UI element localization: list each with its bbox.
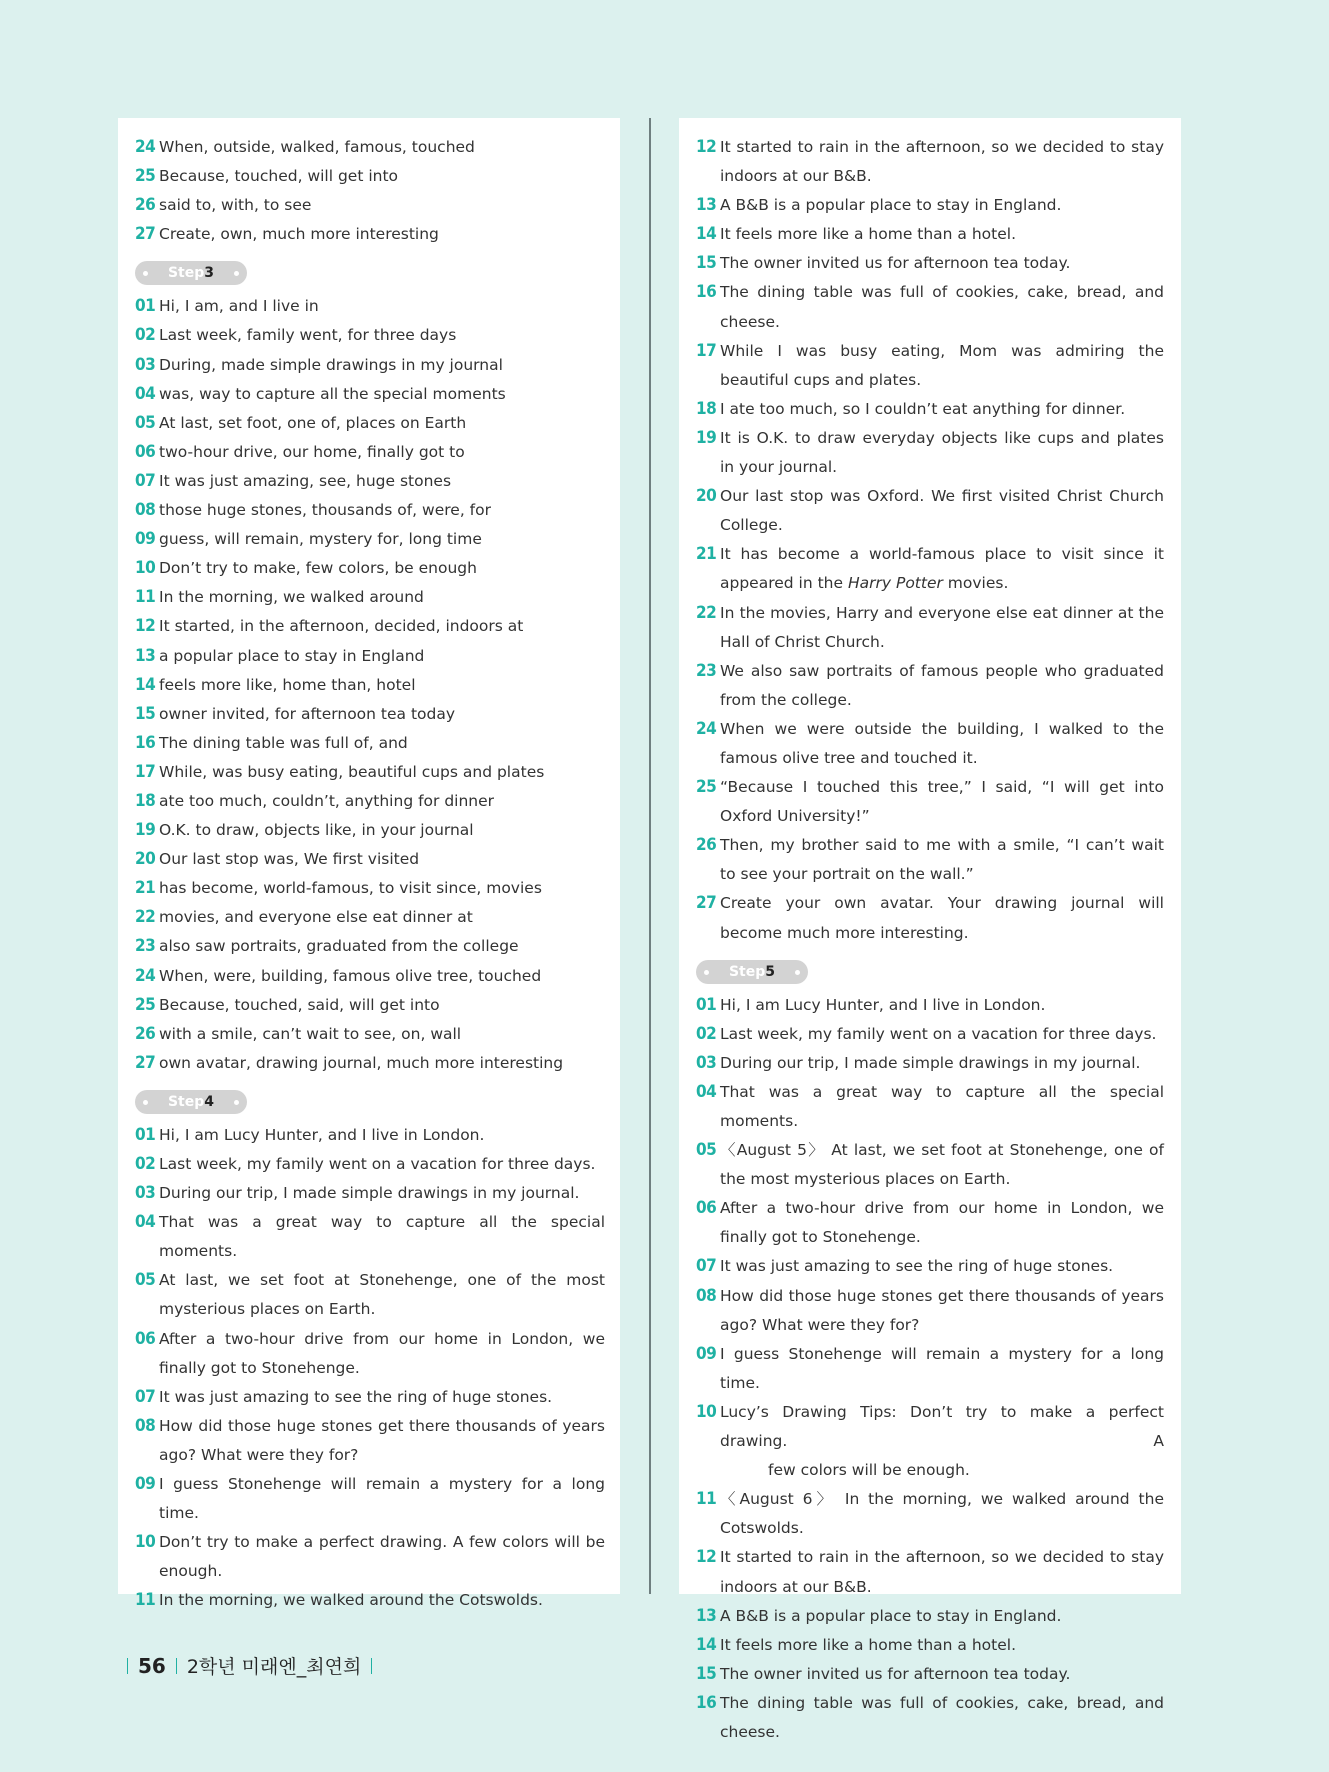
step4-list xyxy=(135,1121,605,1616)
sentence-number: 24 xyxy=(135,965,156,986)
sentence-line xyxy=(135,351,605,380)
sentence-line xyxy=(696,249,1164,278)
sentence-number: 04 xyxy=(135,383,156,404)
sentence-number: 15 xyxy=(696,253,717,274)
sentence-text: Last week, family went, for three days xyxy=(159,326,457,345)
sentence-line xyxy=(696,278,1164,336)
sentence-number: 07 xyxy=(135,470,156,491)
footer-divider xyxy=(371,1658,372,1674)
sentence-text: At last, we set foot at Stonehenge, one of the most mysterious places on Earth. xyxy=(159,1271,605,1319)
sentence-text: It started to rain in the afternoon, so we decided to stay indoors at our B&B. xyxy=(720,1548,1164,1596)
sentence-text: Don’t try to make a perfect drawing. A few colors will be enough. xyxy=(159,1533,605,1581)
sentence-number: 13 xyxy=(135,645,156,666)
sentence-number: 09 xyxy=(135,529,156,550)
step5-list xyxy=(696,991,1164,1747)
sentence-text: Create your own avatar. Your drawing journal will become much more interesting. xyxy=(720,894,1164,942)
sentence-number: 06 xyxy=(135,441,156,462)
sentence-text: When, outside, walked, famous, touched xyxy=(159,138,475,156)
sentence-text: movies, and everyone else eat dinner at xyxy=(159,908,473,927)
left-top-list xyxy=(135,133,605,249)
sentence-line xyxy=(135,612,605,641)
sentence-text: I ate too much, so I couldn’t eat anything for dinner. xyxy=(720,399,1126,418)
sentence-line xyxy=(135,409,605,438)
sentence-text: How did those huge stones get there thousands of years ago? What were they for? xyxy=(159,1416,605,1464)
sentence-text: The dining table was full of cookies, cake, bread, and cheese. xyxy=(720,283,1164,331)
sentence-text: The dining table was full of, and xyxy=(159,733,408,752)
sentence-number: 05 xyxy=(135,412,156,433)
sentence-number: 27 xyxy=(696,893,717,914)
badge-dot-icon xyxy=(143,1100,148,1105)
sentence-line xyxy=(696,1078,1164,1136)
sentence-line xyxy=(696,1282,1164,1340)
sentence-text: 〈August 6〉 In the morning, we walked around the Cotswolds. xyxy=(720,1490,1164,1538)
sentence-text: few colors will be enough. xyxy=(768,1461,970,1480)
step4-label: Step xyxy=(167,1093,205,1110)
footer-divider xyxy=(127,1658,128,1674)
step5-number: 5 xyxy=(765,963,776,980)
sentence-text: The owner invited us for afternoon tea today. xyxy=(720,1664,1071,1683)
sentence-number: 06 xyxy=(696,1198,717,1219)
column-divider xyxy=(649,118,651,1594)
sentence-text: It was just amazing to see the ring of huge stones. xyxy=(720,1257,1114,1276)
right-top-list xyxy=(696,133,1164,948)
sentence-line xyxy=(696,1252,1164,1281)
sentence-text: A B&B is a popular place to stay in England. xyxy=(720,1606,1062,1625)
sentence-number: 25 xyxy=(696,777,717,798)
sentence-line xyxy=(135,729,605,758)
sentence-number: 15 xyxy=(696,1663,717,1684)
sentence-text: with a smile, can’t wait to see, on, wall xyxy=(159,1024,462,1043)
sentence-number: 14 xyxy=(135,674,156,695)
sentence-line xyxy=(135,1470,605,1528)
sentence-number: 20 xyxy=(135,849,156,870)
sentence-number: 08 xyxy=(696,1285,717,1306)
sentence-text: A B&B is a popular place to stay in England. xyxy=(720,196,1062,215)
sentence-number: 21 xyxy=(696,544,717,565)
sentence-number: 12 xyxy=(696,1547,717,1568)
sentence-text: In the movies, Harry and everyone else eat dinner at the Hall of Christ Church. xyxy=(720,603,1164,651)
sentence-text: 〈August 5〉 At last, we set foot at Stonehenge, one of the most mysterious places on Earth. xyxy=(720,1141,1164,1189)
sentence-number: 09 xyxy=(135,1474,156,1495)
step3-list xyxy=(135,292,605,1078)
sentence-line xyxy=(135,1020,605,1049)
sentence-text: I guess Stonehenge will remain a mystery for a long time. xyxy=(720,1344,1164,1392)
sentence-line xyxy=(696,191,1164,220)
sentence-line xyxy=(135,162,605,191)
sentence-number: 22 xyxy=(696,602,717,623)
sentence-number: 02 xyxy=(135,325,156,346)
left-column xyxy=(118,118,620,1611)
sentence-text: a popular place to stay in England xyxy=(159,646,425,665)
sentence-text: own avatar, drawing journal, much more interesting xyxy=(159,1053,564,1072)
sentence-text: How did those huge stones get there thousands of years ago? What were they for? xyxy=(720,1286,1164,1334)
sentence-line xyxy=(135,1412,605,1470)
sentence-line xyxy=(135,1208,605,1266)
sentence-line xyxy=(135,467,605,496)
sentence-number: 02 xyxy=(696,1023,717,1044)
page-footer xyxy=(117,1652,382,1679)
sentence-number: 11 xyxy=(135,587,156,608)
sentence-text: It started, in the afternoon, decided, indoors at xyxy=(159,617,524,636)
sentence-line xyxy=(135,991,605,1020)
sentence-number: 13 xyxy=(696,1605,717,1626)
sentence-number: 16 xyxy=(696,1692,717,1713)
sentence-text: When, were, building, famous olive tree, touched xyxy=(159,966,542,985)
sentence-text: It feels more like a home than a hotel. xyxy=(720,1635,1017,1654)
sentence-line xyxy=(135,380,605,409)
sentence-number: 10 xyxy=(135,558,156,579)
sentence-text: It is O.K. to draw everyday objects like cups and plates in your journal. xyxy=(720,428,1164,477)
sentence-text: said to, with, to see xyxy=(159,196,312,215)
sentence-number: 14 xyxy=(696,224,717,245)
sentence-line xyxy=(696,133,1164,191)
sentence-line xyxy=(696,1194,1164,1252)
sentence-line xyxy=(135,583,605,612)
sentence-text: After a two-hour drive from our home in London, we finally got to Stonehenge. xyxy=(720,1199,1164,1247)
sentence-text: Our last stop was Oxford. We first visited Christ Church College. xyxy=(720,487,1164,535)
sentence-number: 04 xyxy=(135,1212,156,1233)
sentence-text: At last, set foot, one of, places on Earth xyxy=(159,413,467,432)
sentence-number: 18 xyxy=(696,398,717,419)
sentence-line xyxy=(696,831,1164,889)
sentence-text: was, way to capture all the special moments xyxy=(159,384,506,403)
sentence-line xyxy=(135,1266,605,1324)
right-column xyxy=(679,118,1181,1741)
sentence-number: 01 xyxy=(135,296,156,317)
sentence-line xyxy=(696,773,1164,831)
sentence-line xyxy=(696,482,1164,540)
sentence-number: 24 xyxy=(135,137,156,157)
sentence-line xyxy=(696,715,1164,773)
sentence-line xyxy=(135,220,605,249)
page-number: 56 xyxy=(138,1653,166,1678)
sentence-text: owner invited, for afternoon tea today xyxy=(159,704,456,723)
sentence-line xyxy=(135,525,605,554)
sentence-line xyxy=(135,758,605,787)
sentence-number: 12 xyxy=(696,137,717,157)
sentence-number: 08 xyxy=(135,500,156,521)
sentence-line xyxy=(696,220,1164,249)
sentence-line xyxy=(135,554,605,583)
sentence-line xyxy=(696,1485,1164,1543)
sentence-line xyxy=(135,133,605,162)
sentence-line xyxy=(696,889,1164,947)
sentence-text: When we were outside the building, I walked to the famous olive tree and touched it. xyxy=(720,719,1164,767)
sentence-line xyxy=(696,1660,1164,1689)
badge-dot-icon xyxy=(143,271,148,276)
sentence-text: During our trip, I made simple drawings in my journal. xyxy=(720,1053,1141,1072)
sentence-line xyxy=(696,540,1164,598)
sentence-text: movies. xyxy=(942,574,1009,593)
sentence-text: “Because I touched this tree,” I said, “I will get into Oxford University!” xyxy=(720,778,1164,826)
sentence-line xyxy=(135,787,605,816)
sentence-number: 21 xyxy=(135,878,156,899)
badge-dot-icon xyxy=(704,970,709,975)
sentence-line xyxy=(696,424,1164,482)
sentence-number: 10 xyxy=(696,1401,717,1422)
footer-divider xyxy=(176,1658,177,1674)
sentence-number: 05 xyxy=(696,1140,717,1161)
sentence-text: Because, touched, said, will get into xyxy=(159,995,440,1014)
sentence-number: 23 xyxy=(696,660,717,681)
sentence-line xyxy=(135,1179,605,1208)
book-title: 2학년 미래엔_최연희 xyxy=(186,1656,362,1678)
sentence-line xyxy=(696,1049,1164,1078)
sentence-text: During, made simple drawings in my journal xyxy=(159,355,503,374)
sentence-text: Don’t try to make, few colors, be enough xyxy=(159,559,477,578)
sentence-line xyxy=(696,1020,1164,1049)
sentence-text: While, was busy eating, beautiful cups and plates xyxy=(159,762,545,781)
sentence-line xyxy=(696,1602,1164,1631)
sentence-number: 26 xyxy=(696,835,717,856)
sentence-number: 25 xyxy=(135,166,156,187)
sentence-text: The dining table was full of cookies, cake, bread, and cheese. xyxy=(720,1693,1164,1741)
sentence-text: has become, world-famous, to visit since, movies xyxy=(159,879,542,898)
sentence-line xyxy=(696,1631,1164,1660)
sentence-number: 23 xyxy=(135,936,156,957)
sentence-text: Lucy’s Drawing Tips: Don’t try to make a perfect drawing. A xyxy=(720,1402,1164,1451)
sentence-text: Create, own, much more interesting xyxy=(159,225,439,244)
sentence-number: 19 xyxy=(135,820,156,841)
badge-dot-icon xyxy=(234,1100,239,1105)
sentence-text: Then, my brother said to me with a smile, “I can’t wait to see your portrait on the wall.” xyxy=(720,836,1164,884)
sentence-text: It started to rain in the afternoon, so we decided to stay indoors at our B&B. xyxy=(720,138,1164,186)
sentence-number: 26 xyxy=(135,1023,156,1044)
sentence-number: 07 xyxy=(135,1386,156,1407)
sentence-text: During our trip, I made simple drawings in my journal. xyxy=(159,1184,580,1203)
sentence-line xyxy=(135,874,605,903)
sentence-text: Because, touched, will get into xyxy=(159,167,399,186)
sentence-text: Our last stop was, We first visited xyxy=(159,850,420,869)
sentence-line xyxy=(135,903,605,932)
sentence-text: Hi, I am Lucy Hunter, and I live in London. xyxy=(159,1125,485,1144)
sentence-number: 09 xyxy=(696,1343,717,1364)
sentence-text: Hi, I am, and I live in xyxy=(159,297,319,316)
sentence-text: two-hour drive, our home, finally got to xyxy=(159,442,465,461)
sentence-line xyxy=(135,816,605,845)
sentence-text: Last week, my family went on a vacation for three days. xyxy=(159,1155,596,1173)
sentence-line xyxy=(696,1543,1164,1601)
badge-dot-icon xyxy=(234,271,239,276)
sentence-number: 10 xyxy=(135,1532,156,1553)
sentence-line xyxy=(135,1383,605,1412)
step5-badge xyxy=(696,960,808,984)
sentence-line xyxy=(135,321,605,350)
sentence-text: guess, will remain, mystery for, long time xyxy=(159,530,482,549)
sentence-number: 25 xyxy=(135,994,156,1015)
step3-label: Step xyxy=(167,265,205,282)
sentence-number: 03 xyxy=(135,354,156,375)
sentence-line xyxy=(696,991,1164,1020)
sentence-line xyxy=(135,1586,605,1615)
sentence-number: 13 xyxy=(696,195,717,216)
sentence-number: 02 xyxy=(135,1154,156,1174)
sentence-number: 03 xyxy=(135,1183,156,1204)
sentence-number: 14 xyxy=(696,1634,717,1655)
sentence-text: O.K. to draw, objects like, in your journal xyxy=(159,821,474,840)
sentence-text: It was just amazing to see the ring of huge stones. xyxy=(159,1387,553,1406)
sentence-text: In the morning, we walked around xyxy=(159,588,424,607)
sentence-number: 27 xyxy=(135,224,156,245)
sentence-text: It feels more like a home than a hotel. xyxy=(720,225,1017,244)
sentence-line xyxy=(135,845,605,874)
sentence-line xyxy=(696,1689,1164,1747)
sentence-line xyxy=(135,1049,605,1078)
sentence-number: 17 xyxy=(696,340,717,361)
sentence-text: Last week, my family went on a vacation for three days. xyxy=(720,1024,1157,1043)
step5-label: Step xyxy=(728,963,766,980)
sentence-line xyxy=(135,962,605,991)
sentence-number: 18 xyxy=(135,790,156,811)
sentence-line xyxy=(135,671,605,700)
sentence-line xyxy=(135,496,605,525)
sentence-number: 15 xyxy=(135,703,156,724)
sentence-text: also saw portraits, graduated from the college xyxy=(159,937,519,956)
sentence-number: 04 xyxy=(696,1081,717,1102)
sentence-text: In the morning, we walked around the Cotswolds. xyxy=(159,1591,543,1610)
sentence-line xyxy=(135,700,605,729)
sentence-text: After a two-hour drive from our home in London, we finally got to Stonehenge. xyxy=(159,1329,605,1377)
sentence-number: 16 xyxy=(135,732,156,753)
sentence-text: those huge stones, thousands of, were, for xyxy=(159,501,491,520)
sentence-text: That was a great way to capture all the special moments. xyxy=(159,1213,605,1261)
sentence-line xyxy=(135,438,605,467)
step3-number: 3 xyxy=(204,265,215,282)
sentence-text: While I was busy eating, Mom was admiring the beautiful cups and plates. xyxy=(720,341,1164,389)
sentence-line xyxy=(135,1528,605,1586)
sentence-number: 17 xyxy=(135,761,156,782)
sentence-number: 05 xyxy=(135,1270,156,1291)
sentence-line xyxy=(135,1121,605,1150)
sentence-number: 01 xyxy=(696,994,717,1015)
sentence-line xyxy=(696,395,1164,424)
sentence-text: We also saw portraits of famous people who graduated from the college. xyxy=(720,661,1164,709)
sentence-line xyxy=(696,1136,1164,1194)
sentence-number: 12 xyxy=(135,616,156,637)
sentence-line xyxy=(696,1340,1164,1398)
sentence-line xyxy=(135,191,605,220)
sentence-line xyxy=(696,1398,1164,1485)
sentence-line xyxy=(696,337,1164,395)
sentence-text: feels more like, home than, hotel xyxy=(159,675,416,694)
sentence-number: 24 xyxy=(696,718,717,739)
sentence-number: 03 xyxy=(696,1052,717,1073)
sentence-number: 27 xyxy=(135,1052,156,1073)
sentence-number: 16 xyxy=(696,282,717,303)
sentence-line xyxy=(696,599,1164,657)
sentence-text: Hi, I am Lucy Hunter, and I live in London. xyxy=(720,995,1046,1014)
step4-number: 4 xyxy=(204,1093,215,1110)
sentence-text: That was a great way to capture all the special moments. xyxy=(720,1082,1164,1130)
sentence-number: 07 xyxy=(696,1256,717,1277)
sentence-number: 22 xyxy=(135,907,156,928)
sentence-text: ate too much, couldn’t, anything for dinner xyxy=(159,791,495,810)
sentence-title-italic: Harry Potter xyxy=(847,574,943,593)
sentence-number: 06 xyxy=(135,1328,156,1349)
sentence-text: It was just amazing, see, huge stones xyxy=(159,471,452,490)
sentence-number: 20 xyxy=(696,486,717,507)
step4-badge xyxy=(135,1090,247,1114)
sentence-number: 26 xyxy=(135,195,156,216)
sentence-number: 11 xyxy=(135,1590,156,1611)
sentence-line xyxy=(135,292,605,321)
sentence-line xyxy=(135,1150,605,1179)
step3-badge xyxy=(135,261,247,285)
sentence-text: It has become a world-famous place to visit since it appeared in the xyxy=(720,545,1164,593)
sentence-line xyxy=(135,1325,605,1383)
sentence-number: 11 xyxy=(696,1489,717,1510)
sentence-text: The owner invited us for afternoon tea today. xyxy=(720,254,1071,273)
sentence-number: 19 xyxy=(696,427,717,448)
sentence-text: I guess Stonehenge will remain a mystery for a long time. xyxy=(159,1475,605,1523)
sentence-line xyxy=(135,642,605,671)
sentence-number: 08 xyxy=(135,1415,156,1436)
sentence-line xyxy=(135,932,605,961)
badge-dot-icon xyxy=(795,970,800,975)
sentence-line xyxy=(696,657,1164,715)
sentence-number: 01 xyxy=(135,1124,156,1145)
